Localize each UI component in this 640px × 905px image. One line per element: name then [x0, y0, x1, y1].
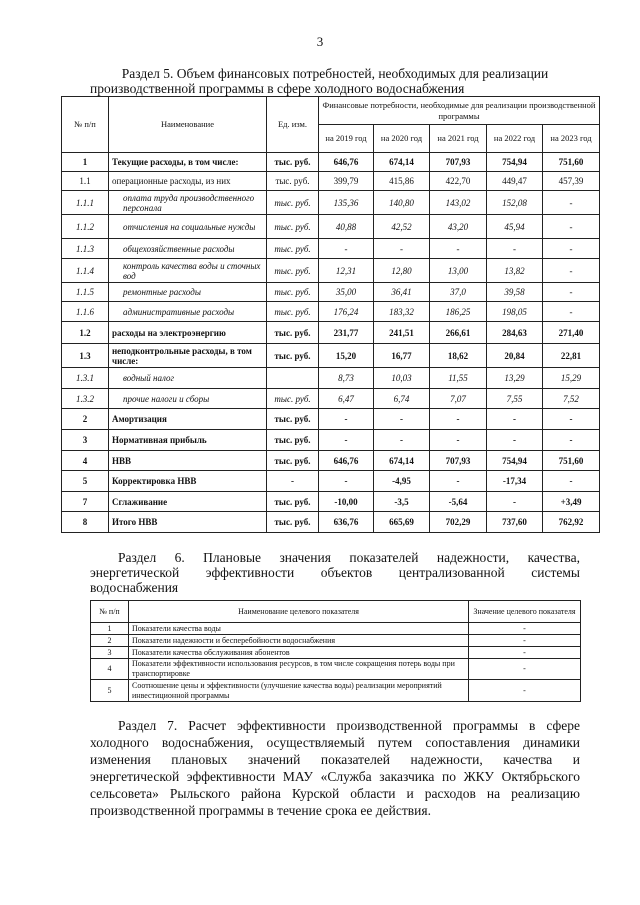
- row-number: 1.1.6: [62, 302, 109, 322]
- row-value: 8,73: [319, 368, 374, 389]
- row-name: административные расходы: [109, 302, 267, 322]
- page-number: 3: [316, 34, 324, 49]
- row-indicator-value: -: [469, 635, 581, 647]
- row-indicator-name: Показатели качества обслуживания абонентов: [129, 647, 469, 659]
- row-value: 674,14: [374, 451, 430, 471]
- row-value: -: [374, 430, 430, 451]
- row-name: Амортизация: [109, 409, 267, 430]
- row-name: контроль качества воды и сточных вод: [109, 259, 267, 283]
- table-row: [62, 471, 600, 492]
- row-number: 1.3.2: [62, 389, 109, 409]
- row-number: 3: [91, 647, 129, 659]
- row-value: 40,88: [319, 215, 374, 239]
- row-number: 5: [62, 471, 109, 492]
- row-value: -5,64: [430, 492, 487, 512]
- row-value: 152,08: [487, 191, 543, 215]
- row-number: 1: [62, 153, 109, 172]
- row-value: 198,05: [487, 302, 543, 322]
- row-number: 2: [91, 635, 129, 647]
- row-value: 7,55: [487, 389, 543, 409]
- table-row: [62, 172, 600, 191]
- row-value: 42,52: [374, 215, 430, 239]
- row-value: 646,76: [319, 451, 374, 471]
- section6-title-word: системы: [531, 565, 580, 580]
- row-value: 415,86: [374, 172, 430, 191]
- row-value: 18,62: [430, 344, 487, 368]
- table-row: [62, 368, 600, 389]
- section7-line: сельсовета» Рыльского района Курской области и расходов на реализацию: [90, 786, 580, 801]
- row-value: 422,70: [430, 172, 487, 191]
- row-value: -: [487, 239, 543, 259]
- row-value: 707,93: [430, 451, 487, 471]
- row-name: Корректировка НВВ: [109, 471, 267, 492]
- row-value: 176,24: [319, 302, 374, 322]
- row-value: -: [543, 409, 600, 430]
- row-number: 1.2: [62, 322, 109, 344]
- row-unit: [267, 368, 319, 389]
- row-value: 135,36: [319, 191, 374, 215]
- row-value: 449,47: [487, 172, 543, 191]
- row-unit: тыс. руб.: [267, 492, 319, 512]
- section6-title-word: качества,: [527, 550, 580, 565]
- row-name: прочие налоги и сборы: [109, 389, 267, 409]
- row-value: 186,25: [430, 302, 487, 322]
- section6-title-word: надежности,: [436, 550, 510, 565]
- row-value: -: [487, 409, 543, 430]
- target-indicators-table: [90, 600, 581, 702]
- row-number: 1.1.2: [62, 215, 109, 239]
- row-indicator-value: -: [469, 659, 581, 680]
- section6-title-word: значения: [279, 550, 331, 565]
- row-name: НВВ: [109, 451, 267, 471]
- table-row: [91, 635, 581, 647]
- table-row: [62, 344, 600, 368]
- row-value: 12,80: [374, 259, 430, 283]
- row-value: -: [430, 239, 487, 259]
- row-name: общехозяйственные расходы: [109, 239, 267, 259]
- row-name: Текущие расходы, в том числе:: [109, 153, 267, 172]
- row-number: 1.1: [62, 172, 109, 191]
- row-value: -: [487, 492, 543, 512]
- row-value: -: [543, 259, 600, 283]
- row-value: 20,84: [487, 344, 543, 368]
- row-value: -: [543, 215, 600, 239]
- row-value: 13,29: [487, 368, 543, 389]
- row-value: 43,20: [430, 215, 487, 239]
- row-value: 10,03: [374, 368, 430, 389]
- section6-title: [90, 550, 580, 595]
- section6-title-word: эффективности: [205, 565, 295, 580]
- table-row: [62, 451, 600, 471]
- table-row: [62, 322, 600, 344]
- row-unit: тыс. руб.: [267, 344, 319, 368]
- section5-title-line2: производственной программы в сфере холодного водоснабжения: [90, 81, 465, 96]
- row-unit: тыс. руб.: [267, 172, 319, 191]
- row-value: 12,31: [319, 259, 374, 283]
- row-value: 15,29: [543, 368, 600, 389]
- row-name: оплата труда производственного персонала: [109, 191, 267, 215]
- table-row: [62, 153, 600, 172]
- row-indicator-name: Показатели эффективности использования ресурсов, в том числе сокращения потерь воды при транспортировке: [129, 659, 469, 680]
- section6-title-word: 6.: [174, 550, 185, 565]
- table-row: [62, 239, 600, 259]
- section6-title-line3: водоснабжения: [90, 580, 179, 595]
- row-value: -: [543, 430, 600, 451]
- row-value: 284,63: [487, 322, 543, 344]
- header-year-2020: на 2020 год: [374, 125, 430, 153]
- row-unit: тыс. руб.: [267, 191, 319, 215]
- header-financial-needs: Финансовые потребности, необходимые для реализации производственной программы: [319, 97, 600, 125]
- row-value: -: [374, 239, 430, 259]
- row-unit: тыс. руб.: [267, 322, 319, 344]
- table-row: [62, 389, 600, 409]
- row-value: 16,77: [374, 344, 430, 368]
- row-value: 399,79: [319, 172, 374, 191]
- section7-line: Раздел 7. Расчет эффективности производственной программы в сфере: [118, 718, 580, 733]
- section7-line: производственной программы в течение срока ее действия.: [90, 803, 431, 818]
- header-unit: Ед. изм.: [267, 97, 319, 153]
- row-value: -: [543, 302, 600, 322]
- row-value: -: [319, 430, 374, 451]
- row-number: 7: [62, 492, 109, 512]
- row-unit: тыс. руб.: [267, 239, 319, 259]
- section7-line: изменения плановых значений показателей надежности, качества и: [90, 752, 580, 767]
- row-value: 39,58: [487, 283, 543, 302]
- row-name: операционные расходы, из них: [109, 172, 267, 191]
- row-value: 6,47: [319, 389, 374, 409]
- row-value: -: [543, 283, 600, 302]
- row-indicator-name: Показатели качества воды: [129, 623, 469, 635]
- table-row: [91, 647, 581, 659]
- header-year-2023: на 2023 год: [543, 125, 600, 153]
- row-value: 22,81: [543, 344, 600, 368]
- row-value: +3,49: [543, 492, 600, 512]
- row-value: -: [430, 471, 487, 492]
- row-value: 702,29: [430, 512, 487, 533]
- row-name: водный налог: [109, 368, 267, 389]
- row-value: 35,00: [319, 283, 374, 302]
- row-value: 37,0: [430, 283, 487, 302]
- financial-needs-table: [61, 96, 600, 533]
- row-value: 737,60: [487, 512, 543, 533]
- row-unit: тыс. руб.: [267, 283, 319, 302]
- header-num: № п/п: [62, 97, 109, 153]
- row-value: 140,80: [374, 191, 430, 215]
- table-row: [91, 623, 581, 635]
- table-row: [62, 512, 600, 533]
- row-value: 183,32: [374, 302, 430, 322]
- row-value: -: [543, 191, 600, 215]
- row-value: 13,00: [430, 259, 487, 283]
- row-number: 1.3: [62, 344, 109, 368]
- row-number: 1.1.1: [62, 191, 109, 215]
- row-indicator-value: -: [469, 647, 581, 659]
- row-number: 1.1.5: [62, 283, 109, 302]
- row-unit: тыс. руб.: [267, 215, 319, 239]
- table-row: [62, 430, 600, 451]
- row-value: 231,77: [319, 322, 374, 344]
- row-unit: тыс. руб.: [267, 153, 319, 172]
- row-number: 1.1.4: [62, 259, 109, 283]
- table-row: [91, 680, 581, 702]
- row-value: 7,52: [543, 389, 600, 409]
- row-value: 751,60: [543, 451, 600, 471]
- table-row: [62, 191, 600, 215]
- row-value: -10,00: [319, 492, 374, 512]
- row-name: расходы на электроэнергию: [109, 322, 267, 344]
- section7-paragraph: [90, 717, 580, 819]
- row-value: 636,76: [319, 512, 374, 533]
- row-value: -17,34: [487, 471, 543, 492]
- section7-line: холодного водоснабжения, осуществляемый путем сопоставления динамики: [90, 735, 580, 750]
- row-value: -: [430, 430, 487, 451]
- section5-title: [90, 66, 580, 96]
- section6-title-word: Плановые: [203, 550, 262, 565]
- row-unit: тыс. руб.: [267, 302, 319, 322]
- row-unit: тыс. руб.: [267, 451, 319, 471]
- row-value: -: [319, 471, 374, 492]
- header-indicator-name: Наименование целевого показателя: [129, 601, 469, 623]
- row-number: 8: [62, 512, 109, 533]
- row-value: 11,55: [430, 368, 487, 389]
- section6-title-word: показателей: [349, 550, 419, 565]
- row-unit: тыс. руб.: [267, 512, 319, 533]
- header-year-2022: на 2022 год: [487, 125, 543, 153]
- section5-title-line1: Раздел 5. Объем финансовых потребностей, необходимых для реализации: [121, 66, 549, 81]
- row-value: 674,14: [374, 153, 430, 172]
- row-value: 266,61: [430, 322, 487, 344]
- row-name: неподконтрольные расходы, в том числе:: [109, 344, 267, 368]
- row-number: 4: [62, 451, 109, 471]
- row-number: 4: [91, 659, 129, 680]
- section6-title-word: энергетической: [90, 565, 180, 580]
- row-number: 5: [91, 680, 129, 702]
- section6-title-word: Раздел: [118, 550, 157, 565]
- row-indicator-name: Показатели надежности и бесперебойности водоснабжения: [129, 635, 469, 647]
- row-value: 646,76: [319, 153, 374, 172]
- row-value: 754,94: [487, 451, 543, 471]
- row-value: -: [487, 430, 543, 451]
- row-value: -4,95: [374, 471, 430, 492]
- row-number: 2: [62, 409, 109, 430]
- row-number: 1: [91, 623, 129, 635]
- table-row: [62, 492, 600, 512]
- row-value: 45,94: [487, 215, 543, 239]
- row-number: 3: [62, 430, 109, 451]
- table-row: [62, 259, 600, 283]
- header-year-2019: на 2019 год: [319, 125, 374, 153]
- row-name: Итого НВВ: [109, 512, 267, 533]
- row-name: Сглаживание: [109, 492, 267, 512]
- row-value: -: [543, 471, 600, 492]
- row-value: -: [319, 409, 374, 430]
- row-number: 1.3.1: [62, 368, 109, 389]
- row-value: -: [543, 239, 600, 259]
- header-indicator-value: Значение целевого показателя: [469, 601, 581, 623]
- row-value: -3,5: [374, 492, 430, 512]
- row-value: 665,69: [374, 512, 430, 533]
- row-value: 13,82: [487, 259, 543, 283]
- row-indicator-value: -: [469, 680, 581, 702]
- row-value: 707,93: [430, 153, 487, 172]
- row-value: 751,60: [543, 153, 600, 172]
- row-value: 6,74: [374, 389, 430, 409]
- row-name: Нормативная прибыль: [109, 430, 267, 451]
- row-name: ремонтные расходы: [109, 283, 267, 302]
- row-unit: тыс. руб.: [267, 430, 319, 451]
- header-num: № п/п: [91, 601, 129, 623]
- row-value: 754,94: [487, 153, 543, 172]
- table-row: [62, 302, 600, 322]
- row-value: -: [319, 239, 374, 259]
- row-unit: тыс. руб.: [267, 389, 319, 409]
- header-year-2021: на 2021 год: [430, 125, 487, 153]
- table-row: [62, 409, 600, 430]
- section6-title-word: централизованной: [398, 565, 505, 580]
- row-value: -: [430, 409, 487, 430]
- row-unit: -: [267, 471, 319, 492]
- row-indicator-name: Соотношение цены и эффективности (улучшение качества воды) реализации мероприятий инвестиционной программы: [129, 680, 469, 702]
- table-row: [62, 215, 600, 239]
- table-row: [91, 659, 581, 680]
- row-value: 457,39: [543, 172, 600, 191]
- row-value: -: [374, 409, 430, 430]
- row-value: 271,40: [543, 322, 600, 344]
- header-name: Наименование: [109, 97, 267, 153]
- row-number: 1.1.3: [62, 239, 109, 259]
- table-row: [62, 283, 600, 302]
- row-value: 15,20: [319, 344, 374, 368]
- row-unit: тыс. руб.: [267, 259, 319, 283]
- row-unit: тыс. руб.: [267, 409, 319, 430]
- row-value: 241,51: [374, 322, 430, 344]
- row-value: 143,02: [430, 191, 487, 215]
- section6-title-word: объектов: [320, 565, 373, 580]
- row-value: 7,07: [430, 389, 487, 409]
- row-value: 762,92: [543, 512, 600, 533]
- row-name: отчисления на социальные нужды: [109, 215, 267, 239]
- row-indicator-value: -: [469, 623, 581, 635]
- section7-line: энергетической эффективности МАУ «Служба заказчика по ЖКУ Октябрьского: [90, 769, 580, 784]
- row-value: 36,41: [374, 283, 430, 302]
